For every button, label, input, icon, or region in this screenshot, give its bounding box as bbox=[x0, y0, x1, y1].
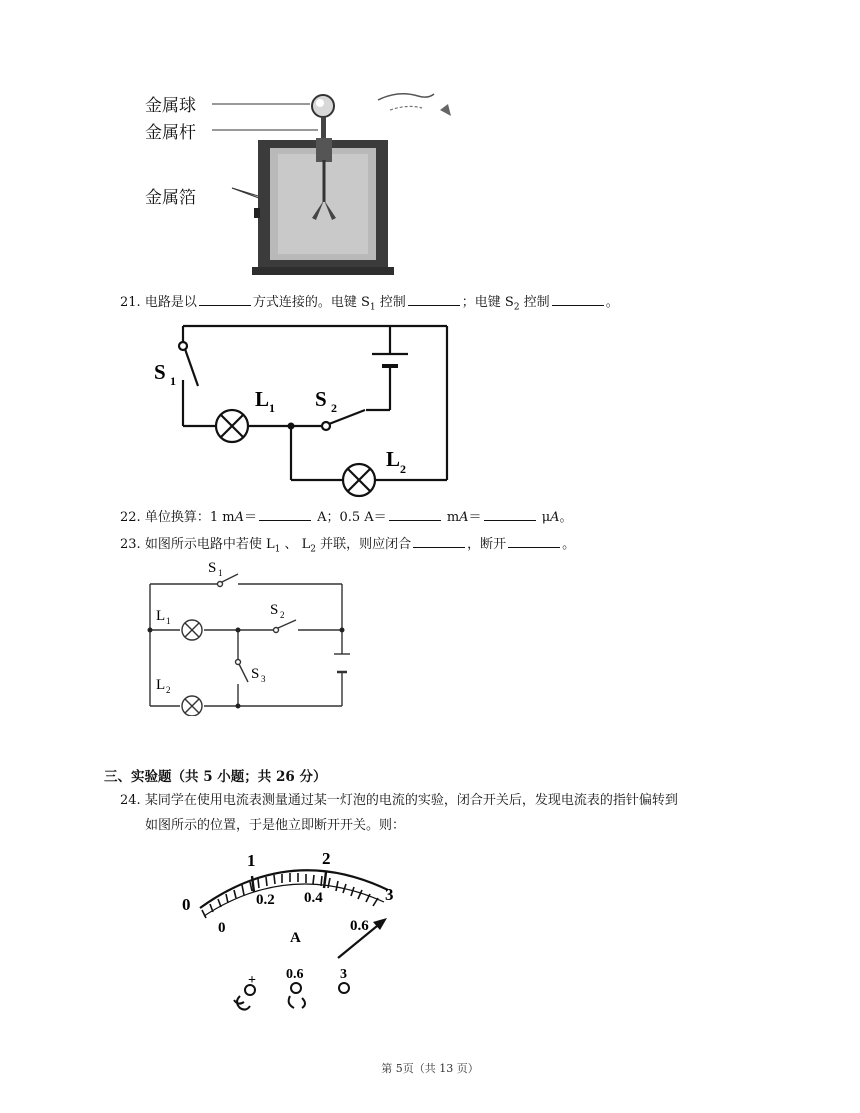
q21-blank-3[interactable] bbox=[552, 293, 604, 306]
q21-text: 控制 bbox=[375, 295, 406, 310]
question-24-line-2: 如图所示的位置，于是他立即断开开关。则： bbox=[145, 818, 406, 833]
q21-text: 。 bbox=[605, 295, 619, 310]
q21-l2-label: L bbox=[386, 447, 401, 471]
ammeter-lower-label-0: 0 bbox=[218, 920, 226, 936]
q21-circuit-diagram bbox=[150, 318, 460, 503]
ammeter-lower-label-1: 0.2 bbox=[256, 892, 275, 908]
q21-text: ；电键 S bbox=[461, 295, 514, 310]
q23-text: ，断开 bbox=[467, 537, 507, 552]
q21-l1-sub: 1 bbox=[269, 401, 275, 415]
q24-line-1: 某同学在使用电流表测量通过某一灯泡的电流的实验，闭合开关后，发现电流表的指针偏转到 bbox=[144, 793, 678, 808]
ammeter-terminal-plus: + bbox=[248, 973, 256, 988]
q23-text: 如图所示电路中若使 L bbox=[144, 537, 275, 552]
q22-unit: A bbox=[234, 510, 244, 525]
ammeter-upper-label-0: 0 bbox=[182, 895, 191, 914]
question-21 bbox=[120, 293, 619, 317]
q23-s3-sub: 3 bbox=[261, 674, 266, 684]
page-footer: 第 5页（共 13 页） bbox=[381, 1062, 479, 1075]
q22-unit: A bbox=[550, 510, 560, 525]
q21-sub: 1 bbox=[369, 302, 376, 313]
q23-l1-label: L bbox=[156, 608, 166, 624]
ammeter-terminal-0.6: 0.6 bbox=[286, 967, 304, 982]
q23-blank-1[interactable] bbox=[413, 535, 465, 548]
question-22 bbox=[120, 508, 573, 527]
ammeter-upper-label-3: 3 bbox=[385, 885, 394, 904]
q22-text: ＝ bbox=[243, 510, 257, 525]
q23-s2-label: S bbox=[270, 602, 279, 618]
q22-text: 单位换算：1 m bbox=[144, 510, 235, 525]
q22-text: A；0.5 A＝ bbox=[312, 510, 387, 525]
q22-text: ＝ bbox=[468, 510, 482, 525]
question-24 bbox=[120, 792, 678, 810]
ammeter-figure bbox=[170, 838, 410, 1018]
q23-s1-sub: 1 bbox=[218, 568, 223, 578]
ammeter-unit: A bbox=[290, 930, 301, 946]
q23-number: 23. bbox=[120, 537, 141, 552]
q23-text: 并联，则应闭合 bbox=[315, 537, 412, 552]
q22-unit: A bbox=[459, 510, 469, 525]
label-metal-ball: 金属球 bbox=[145, 96, 196, 116]
label-metal-rod: 金属杆 bbox=[145, 123, 196, 143]
section-3-title: 三、实验题（共 5 小题；共 26 分） bbox=[104, 769, 327, 785]
q22-number: 22. bbox=[120, 510, 141, 525]
q23-text: 、 L bbox=[280, 537, 311, 552]
ammeter-upper-label-2: 2 bbox=[322, 849, 331, 868]
ammeter-lower-label-3: 0.6 bbox=[350, 918, 369, 934]
q24-number: 24. bbox=[120, 793, 141, 808]
q23-l2-sub: 2 bbox=[166, 685, 171, 695]
q22-text: 。 bbox=[559, 510, 573, 525]
q23-blank-2[interactable] bbox=[508, 535, 560, 548]
q21-s1-label: S bbox=[154, 360, 166, 384]
q21-l1-label: L bbox=[255, 387, 270, 411]
q21-l2-sub: 2 bbox=[400, 462, 406, 476]
q23-s3-label: S bbox=[251, 666, 260, 682]
q23-sub: 2 bbox=[310, 544, 316, 555]
q22-text: m bbox=[442, 510, 460, 525]
q21-text: 控制 bbox=[519, 295, 550, 310]
q21-text: 方式连接的。电键 S bbox=[252, 295, 370, 310]
q21-s2-sub: 2 bbox=[331, 401, 337, 415]
q22-blank-3[interactable] bbox=[484, 508, 536, 521]
q23-circuit-diagram bbox=[140, 556, 360, 716]
q23-s1-label: S bbox=[208, 560, 217, 576]
q21-sub: 2 bbox=[513, 302, 520, 313]
q23-l2-label: L bbox=[156, 677, 166, 693]
ammeter-terminal-3: 3 bbox=[340, 967, 347, 982]
q21-number: 21. bbox=[120, 295, 141, 310]
q23-sub: 1 bbox=[274, 544, 281, 555]
label-metal-foil: 金属箔 bbox=[145, 188, 196, 208]
q23-text: 。 bbox=[562, 537, 576, 552]
q21-blank-2[interactable] bbox=[408, 293, 460, 306]
q23-s2-sub: 2 bbox=[280, 610, 285, 620]
q21-blank-1[interactable] bbox=[199, 293, 251, 306]
ammeter-lower-label-2: 0.4 bbox=[304, 890, 323, 906]
ammeter-upper-label-1: 1 bbox=[247, 851, 256, 870]
q22-blank-2[interactable] bbox=[389, 508, 441, 521]
q21-text: 电路是以 bbox=[144, 295, 197, 310]
q23-l1-sub: 1 bbox=[166, 616, 171, 626]
q21-s1-sub: 1 bbox=[170, 374, 176, 388]
q22-blank-1[interactable] bbox=[259, 508, 311, 521]
ammeter-ticks bbox=[202, 872, 378, 918]
q22-text: μ bbox=[537, 510, 551, 525]
q21-s2-label: S bbox=[315, 387, 327, 411]
